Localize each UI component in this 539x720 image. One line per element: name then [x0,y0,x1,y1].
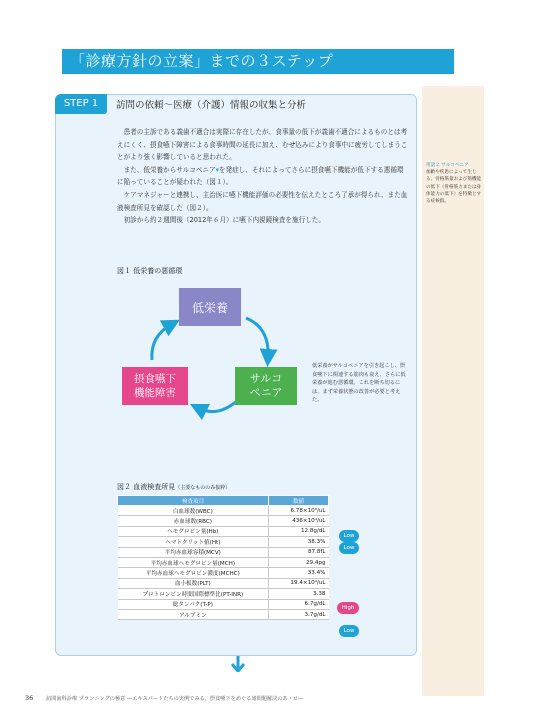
table-row [118,599,329,609]
row-value: 6.78×10³/uL [269,506,329,516]
table-row [118,609,329,619]
low-badge-hb: Low [339,530,359,542]
row-name: 血小板数(PLT) [118,578,269,588]
arrow-teisho-to-sarco [246,318,268,358]
paragraph-2 [117,164,409,189]
high-badge-ptinr: High [337,602,359,614]
paragraph-2a: また、低栄養からサルコペニア [123,165,216,174]
paragraph-1: 患者の主訴である義歯不適合は実際に存在したが、食事量の低下が義歯不適合によるものとは考えにくく、摂食嚥下障害による食事時間の延長に加え、むせ込みにより食事中に疲労してしまうことがより強く影響していると思われた。 [117,128,408,162]
arrow-sesshoku-to-teisho [152,324,172,360]
row-value: 33.4% [269,568,329,578]
paragraph-3: ケアマネジャーと連携し、主治医に嚥下機能評価の必要性を伝えたところ了承が得られ、また血液検査所見を確認した（図２）。 [117,190,408,212]
row-name: プロトロンビン時間国際標準比(PT-INR) [118,589,269,599]
table-row [118,557,329,567]
table-row [118,537,329,547]
header-item: 検査項目 [118,496,269,506]
glossary-marker-icon: ▾ [215,165,219,174]
row-name: 白血球数(WBC) [118,506,269,516]
row-value: 87.8fL [269,547,329,557]
figure1-description: 低栄養がサルコペニアを引き起こし、摂食嚥下に関連する筋肉も衰え、さらに低栄養が進む悪循環。これを断ち切るには、まず栄養状態の改善が必要と考えた。 [312,363,406,404]
row-value: 436×10⁴/uL [269,516,329,526]
row-name: 平均赤血球容積(MCV) [118,547,269,557]
table-row [118,526,329,536]
paragraph-2b: を発症し、それによってさらに摂食嚥下機能が低下する悪循環に陥っていることが疑われた（図１）。 [117,165,404,187]
page-number: 36 [25,694,34,702]
row-name: 平均赤血球ヘモグロビン濃度(MCHC) [118,568,269,578]
table-row [118,589,329,599]
row-value: 29.4pg [269,557,329,567]
figure2-label [117,482,230,492]
arrow-sarco-to-sesshoku [198,400,238,412]
header-value: 数値 [269,496,329,506]
paragraph-4: 初診から約２週間後（2012年６月）に嚥下内視鏡検査を施行した。 [123,216,325,225]
body-text [117,126,409,227]
row-value: 38.3% [269,537,329,547]
blood-test-table [117,495,329,620]
row-name: ヘマトクリット値(Ht) [118,537,269,547]
figure2-subtitle: （主要なもののみ抜粋） [175,485,231,491]
side-note [426,162,484,205]
footer-text: 訪問歯科診療 プランニングの極意 ―エキスパートたちの実例でみる、摂食嚥下をめぐる諸問題解決のあ・ロ― [46,696,304,702]
step-title: 訪問の依頼～医療（介護）情報の収集と分析 [116,100,307,111]
table-row [118,547,329,557]
low-badge-alb: Low [339,625,359,637]
page-title: 「診療方針の立案」までの３ステップ [62,49,454,74]
node-sesshoku: 摂食嚥下 機能障害 [122,367,188,405]
table-row [118,568,329,578]
step-label: STEP 1 [55,94,107,114]
table-row [118,578,329,588]
row-value: 3.38 [269,589,329,599]
row-name: アルブミン [118,609,269,619]
row-name: ヘモグロビン量(Hb) [118,526,269,536]
row-name: 平均赤血球ヘモグロビン量(MCH) [118,557,269,567]
row-name: 赤血球数(RBC) [118,516,269,526]
row-value: 3.7g/dL [269,609,329,619]
table-row [118,506,329,516]
row-value: 12.8g/dL [269,526,329,536]
node-sarcopenia: サルコ ペニア [235,367,297,405]
row-name: 総タンパク(T-P) [118,599,269,609]
figure2-title: 図２ 血液検査所見 [117,483,176,491]
row-value: 19.4×10⁴/uL [269,578,329,588]
side-note-head: 用語２ サルコペニア [426,163,469,168]
down-arrow-icon [231,656,245,672]
side-note-text: 加齢や疾患によって生じる、骨格筋量および筋機能の低下（骨格筋力または身体能力の低下）を特徴とする症候群。 [426,170,482,205]
row-value: 6.7g/dL [269,599,329,609]
table-row [118,516,329,526]
node-teisho: 低栄養 [179,288,241,326]
table-header-row [118,496,329,506]
figure1-label: 図１ 低栄養の悪循環 [117,267,183,275]
low-badge-ht: Low [339,542,359,554]
